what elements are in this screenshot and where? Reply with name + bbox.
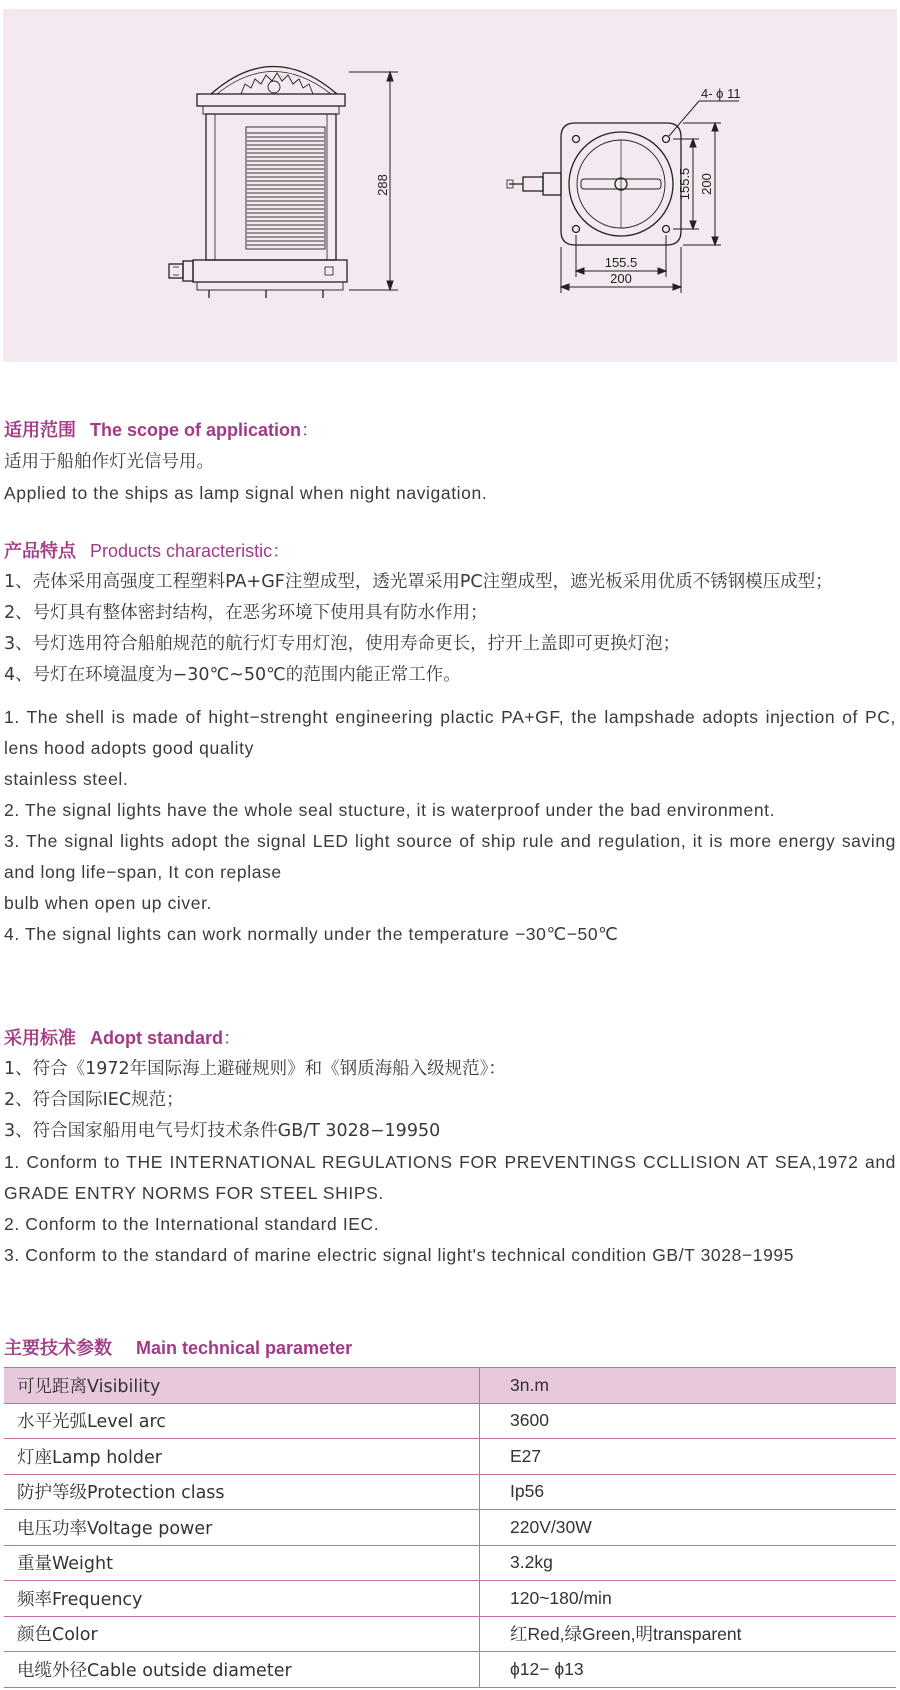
technical-drawing-panel <box>3 9 897 362</box>
characteristics-heading: 产品特点 Products characteristic： <box>4 541 291 562</box>
param-label: 电缆外径Cable outside diameter <box>4 1652 480 1688</box>
parameters-section <box>4 1336 896 1361</box>
table-row <box>4 1368 896 1404</box>
characteristics-en-list <box>4 702 896 950</box>
characteristic-zh-item: 1、壳体采用高强度工程塑料PA+GF注塑成型，透光罩采用PC注塑成型，遮光板采用优质不锈钢模压成型； <box>4 572 833 592</box>
param-value: 220V/30W <box>480 1510 897 1546</box>
param-label: 水平光弧Level arc <box>4 1403 480 1439</box>
characteristic-en-item: 1. The shell is made of hight−strenght engineering plactic PA+GF, the lampshade adopts injection of PC, lens hood adopts good quality <box>4 707 896 758</box>
inner-vertical-dimension-label: 155.5 <box>677 167 692 201</box>
characteristic-zh-item: 4、号灯在环境温度为−30℃~50℃的范围内能正常工作。 <box>4 665 461 685</box>
param-label: 重量Weight <box>4 1545 480 1581</box>
table-row <box>4 1439 896 1475</box>
characteristic-en-item: stainless steel. <box>4 769 129 789</box>
standard-en-item: 1. Conform to THE INTERNATIONAL REGULATIONS FOR PREVENTINGS CCLLISION AT SEA,1972 and GRADE ENTRY NORMS FOR STEEL SHIPS. <box>4 1152 896 1203</box>
characteristics-section <box>4 539 896 950</box>
standard-section <box>4 1026 896 1271</box>
param-label: 颜色Color <box>4 1616 480 1652</box>
scope-section <box>4 418 896 509</box>
param-value: 红Red,绿Green,明transparent <box>480 1616 897 1652</box>
param-value: 3600 <box>480 1403 897 1439</box>
lamp-top-view <box>507 123 681 245</box>
characteristic-zh-item: 2、号灯具有整体密封结构，在恶劣环境下使用具有防水作用； <box>4 603 488 623</box>
standard-en-list <box>4 1147 896 1271</box>
lamp-side-view <box>197 67 345 261</box>
scope-heading: 适用范围 The scope of application： <box>4 420 320 441</box>
parameters-heading: 主要技术参数 Main technical parameter <box>4 1338 353 1359</box>
outer-vertical-dimension-label: 200 <box>699 173 714 195</box>
standard-zh-item: 2、符合国际IEC规范； <box>4 1090 184 1110</box>
characteristic-en-item: bulb when open up civer. <box>4 893 213 913</box>
standard-zh-item: 1、符合《1972年国际海上避碰规则》和《钢质海船入级规范》： <box>4 1059 506 1079</box>
scope-line-zh: 适用于船舶作灯光信号用。 <box>4 452 214 472</box>
param-label: 频率Frequency <box>4 1581 480 1617</box>
inner-horizontal-dimension-label: 155.5 <box>604 255 638 270</box>
param-value: 120~180/min <box>480 1581 897 1617</box>
param-label: 灯座Lamp holder <box>4 1439 480 1475</box>
table-row <box>4 1403 896 1439</box>
standard-en-item: 3. Conform to the standard of marine electric signal light's technical condition GB/T 3028−1995 <box>4 1245 795 1265</box>
scope-text <box>4 447 896 509</box>
table-row <box>4 1652 896 1688</box>
table-row <box>4 1616 896 1652</box>
lamp-base <box>169 260 347 298</box>
characteristic-zh-item: 3、号灯选用符合船舶规范的航行灯专用灯泡，使用寿命更长，拧开上盖即可更换灯泡； <box>4 634 681 654</box>
param-value: E27 <box>480 1439 897 1475</box>
top-view-dimensions <box>561 101 739 293</box>
characteristic-en-item: 4. The signal lights can work normally under the temperature −30℃−50℃ <box>4 924 619 944</box>
param-value: ϕ12− ϕ13 <box>480 1652 897 1688</box>
height-dimension-label: 288 <box>375 174 390 196</box>
param-value: 3.2kg <box>480 1545 897 1581</box>
param-label: 可见距离Visibility <box>4 1368 480 1404</box>
technical-drawing <box>3 9 897 362</box>
param-value: Ip56 <box>480 1474 897 1510</box>
outer-horizontal-dimension-label: 200 <box>610 271 632 286</box>
param-value: 3n.m <box>480 1368 897 1404</box>
table-row <box>4 1510 896 1546</box>
parameters-table <box>4 1367 896 1688</box>
characteristics-zh-list <box>4 567 896 691</box>
param-label: 防护等级Protection class <box>4 1474 480 1510</box>
standard-zh-item: 3、符合国家船用电气号灯技术条件GB/T 3028−19950 <box>4 1121 441 1141</box>
standard-zh-list <box>4 1054 896 1147</box>
height-dimension <box>349 72 398 290</box>
hole-dimension-label: 4- ϕ 11 <box>701 86 741 101</box>
table-row <box>4 1474 896 1510</box>
lens-stripes <box>247 133 324 245</box>
standard-en-item: 2. Conform to the International standard IEC. <box>4 1214 380 1234</box>
table-row <box>4 1581 896 1617</box>
characteristic-en-item: 2. The signal lights have the whole seal stucture, it is waterproof under the bad environment. <box>4 800 776 820</box>
characteristic-en-item: 3. The signal lights adopt the signal LED light source of ship rule and regulation, it is more energy saving and long life−span, It con replase <box>4 831 896 882</box>
scope-line-en: Applied to the ships as lamp signal when night navigation. <box>4 483 488 503</box>
standard-heading: 采用标准 Adopt standard： <box>4 1028 241 1049</box>
table-row <box>4 1545 896 1581</box>
param-label: 电压功率Voltage power <box>4 1510 480 1546</box>
